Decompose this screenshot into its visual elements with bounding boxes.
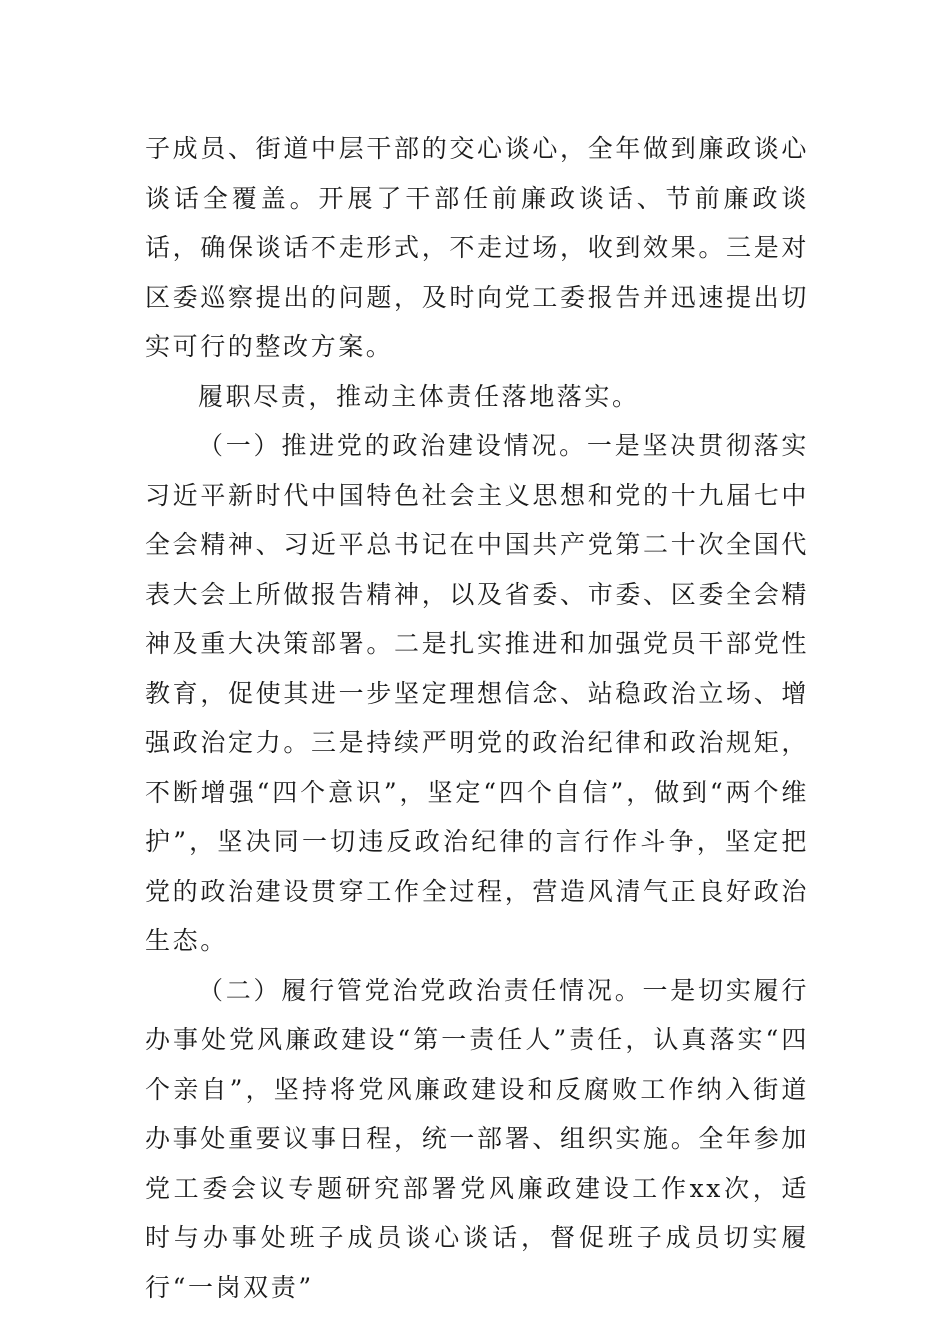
- paragraph-party-governance: （二）履行管党治党政治责任情况。一是切实履行办事处党风廉政建设“第一责任人”责任，认真落实“四个亲自”，坚持将党风廉政建设和反腐败工作纳入街道办事处重要议事日程，统一部署、组织实施。全年参加党工委会议专题研究部署党风廉政建设工作xx次，适时与办事处班子成员谈心谈话，督促班子成员切实履行“一岗双责”: [145, 975, 809, 1302]
- paragraph-political-construction: （一）推进党的政治建设情况。一是坚决贯彻落实习近平新时代中国特色社会主义思想和党的十九届七中全会精神、习近平总书记在中国共产党第二十次全国代表大会上所做报告精神，以及省委、市委、区委全会精神及重大决策部署。二是扎实推进和加强党员干部党性教育，促使其进一步坚定理想信念、站稳政治立场、增强政治定力。三是持续严明党的政治纪律和政治规矩，不断增强“四个意识”，坚定“四个自信”，做到“两个维护”，坚决同一切违反政治纪律的言行作斗争，坚定把党的政治建设贯穿工作全过程，营造风清气正良好政治生态。: [145, 431, 809, 955]
- document-body: [145, 124, 809, 1312]
- paragraph-continuation: 子成员、街道中层干部的交心谈心，全年做到廉政谈心谈话全覆盖。开展了干部任前廉政谈话、节前廉政谈话，确保谈话不走形式，不走过场，收到效果。三是对区委巡察提出的问题，及时向党工委报告并迅速提出切实可行的整改方案。: [145, 134, 809, 361]
- paragraph-section-heading: 履职尽责，推动主体责任落地落实。: [198, 381, 640, 411]
